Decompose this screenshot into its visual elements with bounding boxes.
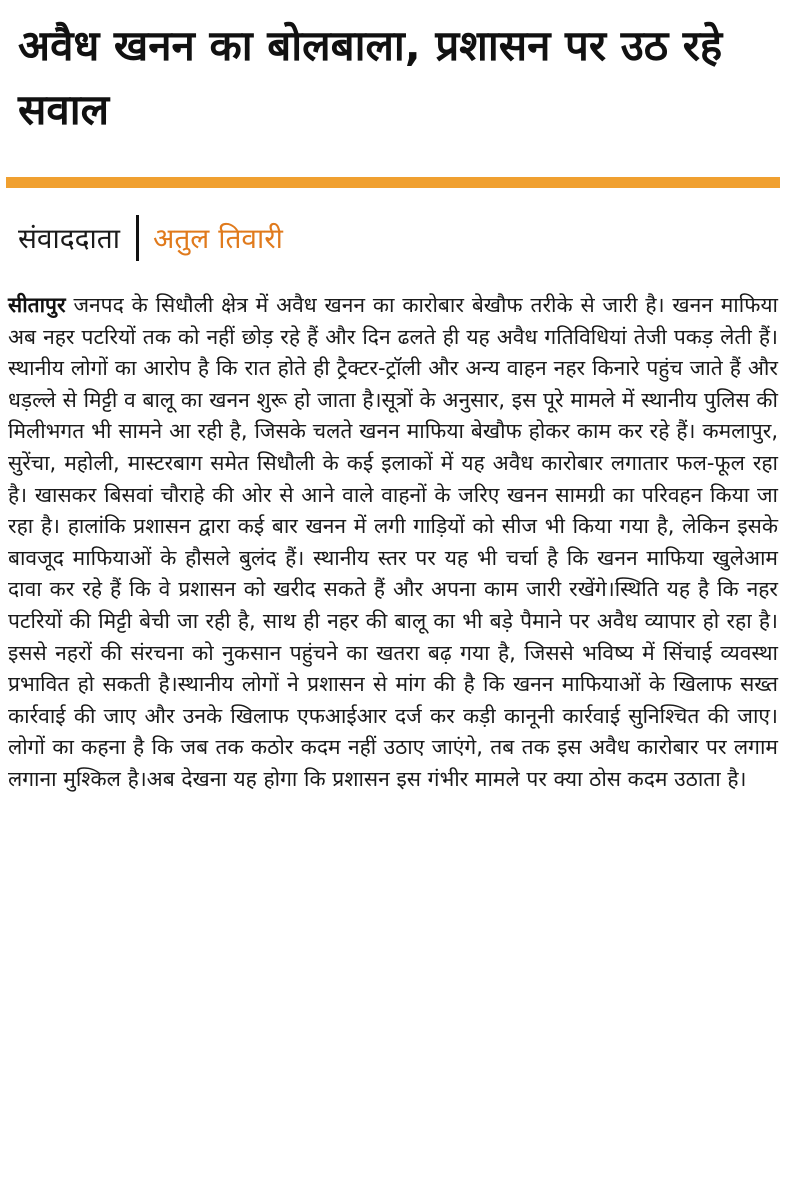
article-body-text: जनपद के सिधौली क्षेत्र में अवैध खनन का कारोबार बेखौफ तरीके से जारी है। खनन माफिया अब नहर पटरियों तक को नहीं छोड़ रहे हैं और दिन ढलते ही यह अवैध गतिविधियां तेजी पकड़ लेती हैं। स्थानीय लोगों का आरोप है कि रात होते ही ट्रैक्टर-ट्रॉली और अन्य वाहन नहर किनारे पहुंच जाते हैं और धड़ल्ले से मिट्टी व बालू का खनन शुरू हो जाता है।सूत्रों के अनुसार, इस पूरे मामले में स्थानीय पुलिस की मिलीभगत भी सामने आ रही है, जिसके चलते खनन माफिया बेखौफ होकर काम कर रहे हैं। कमलापुर, सुरेंचा, महोली, मास्टरबाग समेत सिधौली के कई इलाकों में यह अवैध कारोबार लगातार फल-फूल रहा है। खासकर बिसवां चौराहे की ओर से आने वाले वाहनों के जरिए खनन सामग्री का परिवहन किया जा रहा है। हालांकि प्रशासन द्वारा कई बार खनन में लगी गाड़ियों को सीज भी किया गया है, लेकिन इसके बावजूद माफियाओं के हौसले बुलंद हैं। स्थानीय स्तर पर यह भी चर्चा है कि खनन माफिया खुलेआम दावा कर रहे हैं कि वे प्रशासन को खरीद सकते हैं और अपना काम जारी रखेंगे।स्थिति यह है कि नहर पटरियों की मिट्टी बेची जा रही है, साथ ही नहर की बालू का भी बड़े पैमाने पर अवैध व्यापार हो रहा है। इससे नहरों की संरचना को नुकसान पहुंचने का खतरा बढ़ गया है, जिससे भविष्य में सिंचाई व्यवस्था प्रभावित हो सकती है।स्थानीय लोगों ने प्रशासन से मांग की है कि खनन माफियाओं के खिलाफ सख्त कार्रवाई की जाए और उनके खिलाफ एफआईआर दर्ज कर कड़ी कानूनी कार्रवाई सुनिश्चित की जाए। लोगों का कहना है कि जब तक कठोर कदम नहीं उठाए जाएंगे, तब तक इस अवैध कारोबार पर लगाम लगाना मुश्किल है।अब देखना यह होगा कि प्रशासन इस गंभीर मामले पर क्या ठोस कदम उठाता है। xyxy=(8,293,778,791)
byline-divider xyxy=(136,215,139,261)
accent-rule xyxy=(6,177,780,188)
headline: अवैध खनन का बोलबाला, प्रशासन पर उठ रहे सवाल xyxy=(18,21,723,134)
byline-author-name: अतुल तिवारी xyxy=(152,222,283,255)
byline xyxy=(18,212,283,264)
dateline: सीतापुर xyxy=(8,293,66,317)
article-body xyxy=(8,290,778,796)
byline-label: संवाददाता xyxy=(18,222,120,255)
